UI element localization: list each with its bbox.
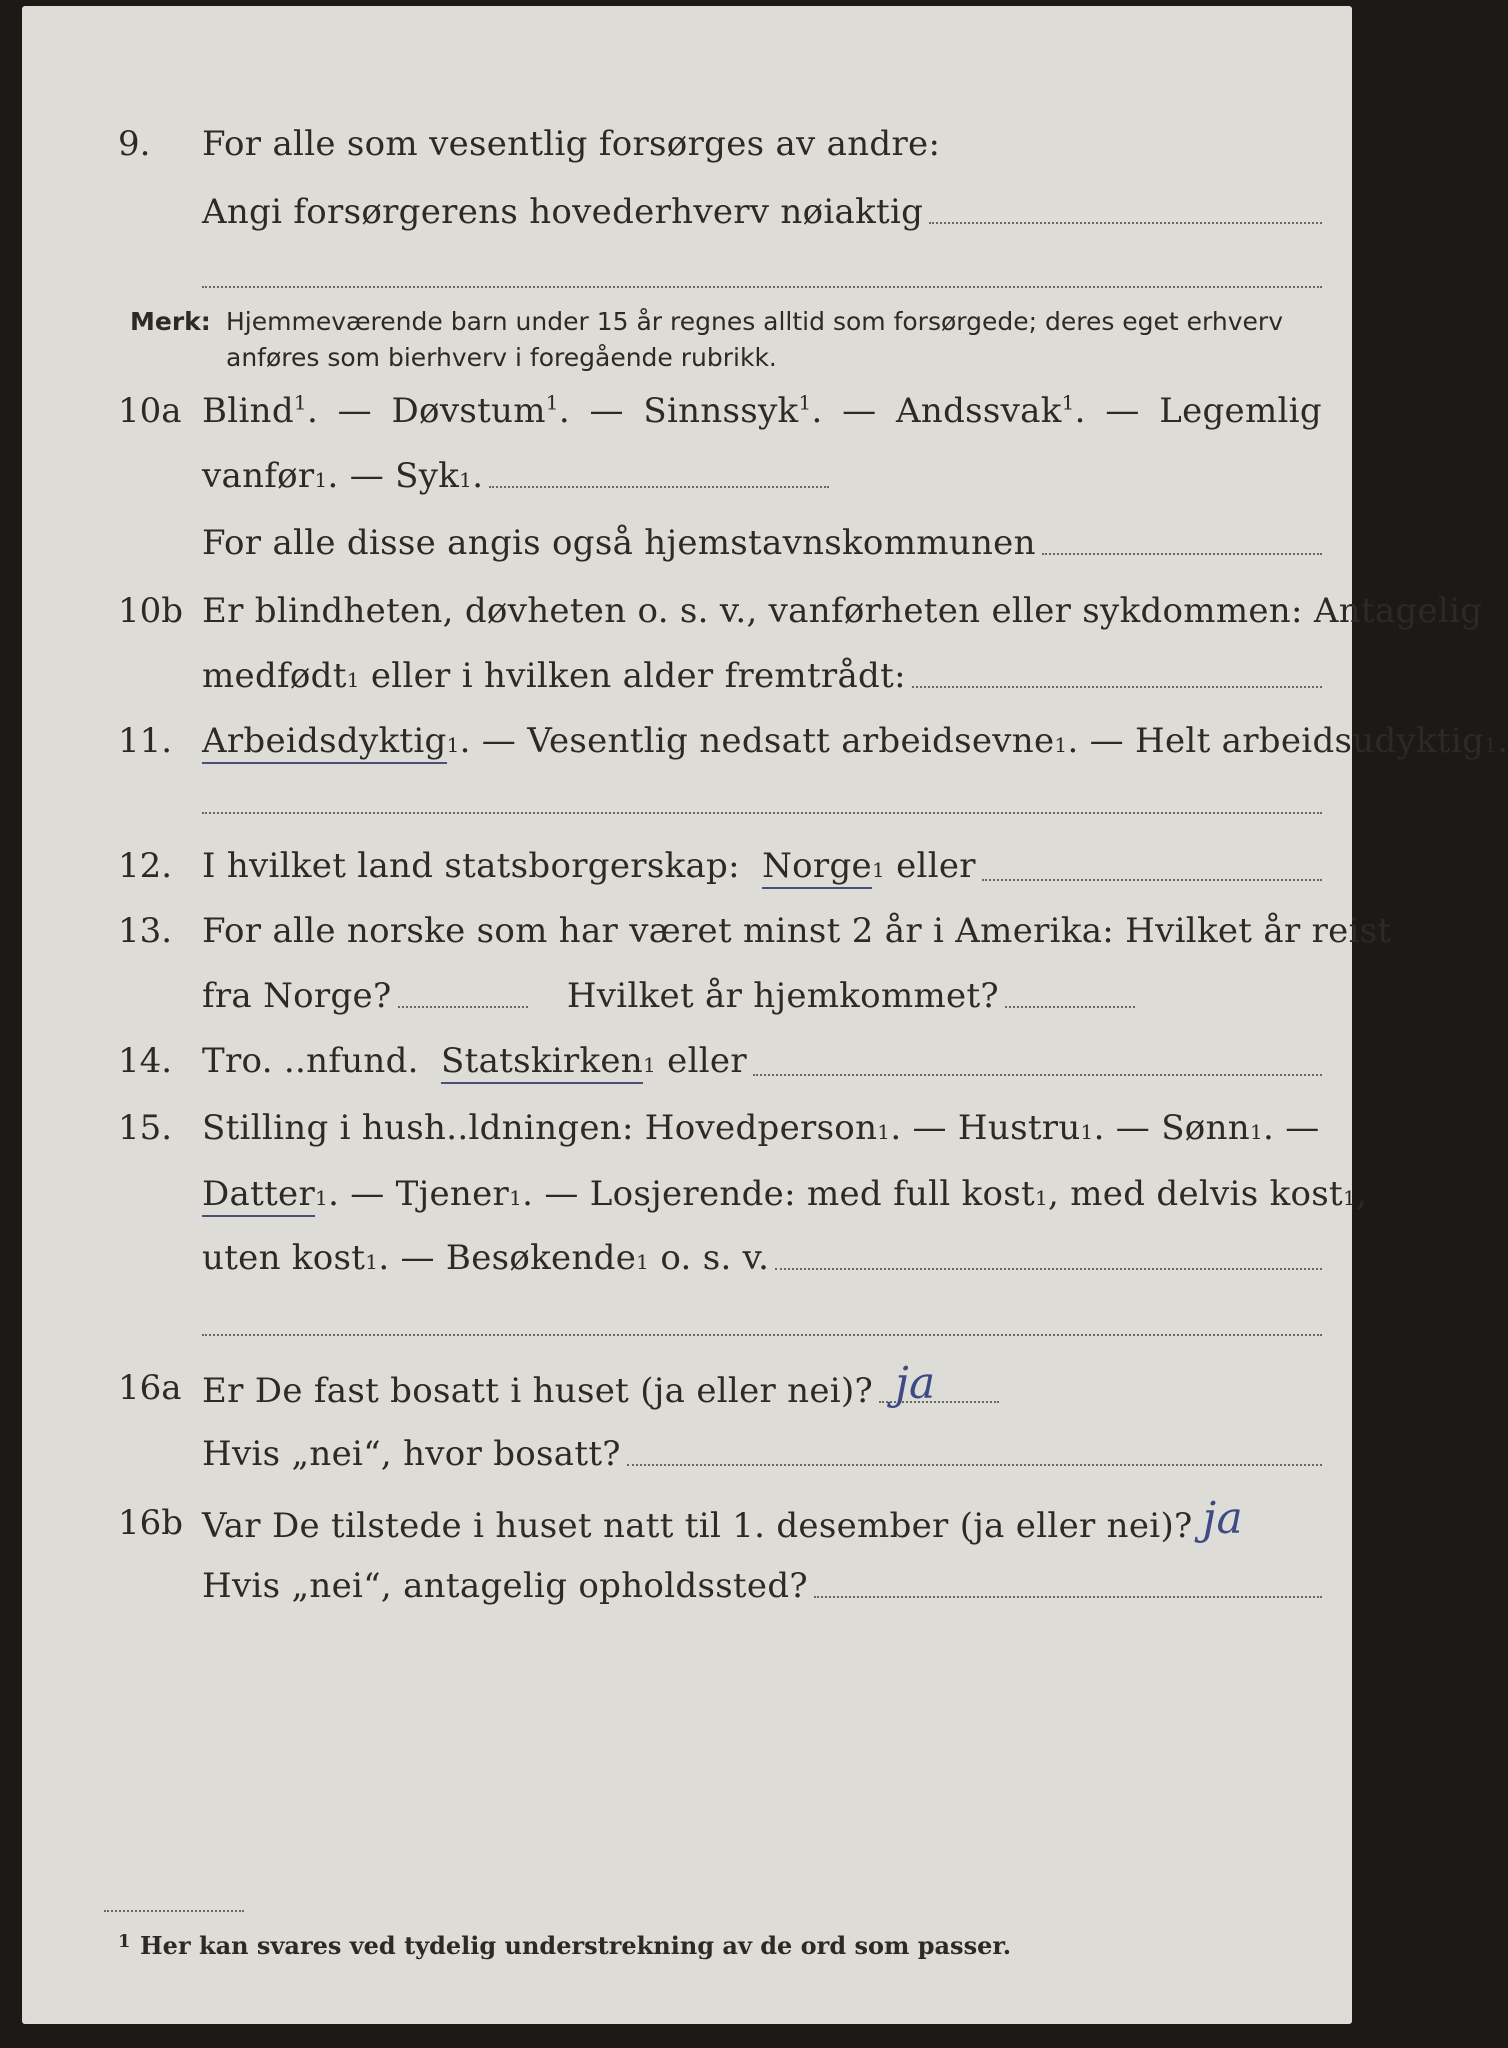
answer-line-q12[interactable]	[982, 879, 1322, 881]
q16a-line1	[202, 1358, 936, 1411]
q15-line3: uten kost 1 . — Besøkende 1 o. s. v.	[202, 1238, 1322, 1278]
opt-delvis-kost[interactable]: , med delvis kost	[1048, 1174, 1343, 1214]
opt-syk[interactable]: Syk	[395, 456, 460, 496]
opt-hustru[interactable]: . — Hustru	[890, 1108, 1081, 1148]
opt-tjener[interactable]: . — Tjener	[328, 1174, 510, 1214]
answer-line-reist[interactable]	[398, 1006, 528, 1008]
answer-line-q15[interactable]	[775, 1268, 1322, 1270]
q11-line1: Arbeidsdyktig 1 . — Vesentlig nedsatt arbeidsevne 1 . — Helt arbeidsudyktig 1 .	[202, 721, 1508, 764]
item-number-10a: 10a	[118, 391, 182, 431]
q16b-line1	[202, 1493, 1244, 1546]
item-number-11: 11.	[118, 721, 173, 761]
merk-label: Merk:	[130, 307, 211, 336]
footnote-text: Her kan svares ved tydelig understrekning av de ord som passer.	[140, 1931, 1012, 1960]
item-number-13: 13.	[118, 911, 173, 951]
q16a-line2	[202, 1434, 1322, 1474]
q10b-text2: eller i hvilken alder fremtrådt:	[370, 656, 906, 696]
q15-osv: o. s. v.	[660, 1238, 770, 1278]
opt-legemlig[interactable]: Legemlig	[1159, 391, 1322, 431]
opt-vesentlig-nedsatt[interactable]: . — Vesentlig nedsatt arbeidsevne	[459, 721, 1055, 761]
opt-sonn[interactable]: . — Sønn	[1093, 1108, 1250, 1148]
q15-line2: Datter 1 . — Tjener 1 . — Losjerende: med full kost 1 , med delvis kost 1 ,	[202, 1174, 1367, 1217]
opt-andssvak[interactable]: Andssvak	[896, 391, 1062, 431]
answer-line-hjemkommet[interactable]	[1005, 1006, 1135, 1008]
opt-vanfor[interactable]: vanfør	[202, 456, 315, 496]
q10a-text3: For alle disse angis også hjemstavnskommunen	[202, 523, 1036, 563]
opt-arbeidsdyktig-underlined[interactable]: Arbeidsdyktig	[202, 721, 447, 764]
q10b-text1: Er blindheten, døvheten o. s. v., vanførheten eller sykdommen: Antagelig	[202, 591, 1483, 631]
q16b-text2: Hvis „nei“, antagelig opholdssted?	[202, 1566, 808, 1606]
q13-line1	[202, 911, 1391, 951]
q13-fra-norge: fra Norge?	[202, 976, 392, 1016]
q16a-text1: Er De fast bosatt i huset (ja eller nei)?	[202, 1371, 874, 1411]
q15-line1: Stilling i hush..ldningen: Hovedperson 1 . — Hustru 1 . — Sønn 1 . —	[202, 1108, 1320, 1148]
answer-line-q14[interactable]	[753, 1074, 1322, 1076]
opt-helt-arbeidsudyktig[interactable]: . — Helt arbeidsudyktig	[1067, 721, 1485, 761]
opt-full-kost[interactable]: . — Losjerende: med full kost	[522, 1174, 1035, 1214]
merk-line2: anføres som bierhverv i foregående rubrikk.	[226, 343, 777, 372]
q12-eller: eller	[896, 846, 976, 886]
item-number-12: 12.	[118, 846, 173, 886]
opt-besokende[interactable]: . — Besøkende	[378, 1238, 637, 1278]
handwritten-answer-q16b: ja	[1202, 1493, 1244, 1544]
q10a-line2: vanfør 1 . — Syk 1 .	[202, 456, 835, 496]
q16b-text1: Var De tilstede i huset natt til 1. desember (ja eller nei)?	[202, 1506, 1193, 1546]
item-number-16b: 16b	[118, 1503, 184, 1543]
opt-sinnssyk[interactable]: Sinnssyk	[643, 391, 799, 431]
answer-line-q9[interactable]	[929, 222, 1322, 224]
q10b-line2: medfødt 1 eller i hvilken alder fremtrådt:	[202, 656, 1322, 696]
handwritten-answer-q16a: ja	[895, 1358, 936, 1409]
answer-line-q9-extra[interactable]	[202, 286, 1322, 288]
form-page	[22, 6, 1508, 2024]
opt-blind[interactable]: Blind	[202, 391, 294, 431]
answer-line-q16a-bosatt[interactable]	[627, 1464, 1322, 1466]
q16b-line2	[202, 1566, 1322, 1606]
item-number-16a: 16a	[118, 1368, 182, 1408]
answer-line-q11[interactable]	[202, 812, 1322, 814]
footnote-separator	[104, 1910, 244, 1912]
q9-line1	[202, 124, 940, 164]
q13-line2	[202, 976, 1141, 1016]
answer-line-hjemstavn[interactable]	[1042, 553, 1322, 555]
opt-dovstum[interactable]: Døvstum	[391, 391, 546, 431]
q9-text1: For alle som vesentlig forsørges av andre:	[202, 124, 941, 164]
q16a-text2: Hvis „nei“, hvor bosatt?	[202, 1434, 621, 1474]
q10a-line3	[202, 523, 1322, 563]
q14-line: Tro. ..nfund. Statskirken 1 eller	[202, 1041, 1322, 1084]
item-number-14: 14.	[118, 1041, 173, 1081]
q12-line: I hvilket land statsborgerskap: Norge 1 eller	[202, 846, 1322, 889]
q12-text: I hvilket land statsborgerskap:	[202, 846, 740, 886]
opt-datter-underlined[interactable]: Datter	[202, 1174, 315, 1217]
opt-hovedperson[interactable]: Stilling i hush..ldningen: Hovedperson	[202, 1108, 878, 1148]
item-number-10b: 10b	[118, 591, 184, 631]
answer-line-q10b[interactable]	[912, 686, 1322, 688]
q14-text: Tro. ..nfund.	[202, 1041, 419, 1081]
item-number-15: 15.	[118, 1108, 173, 1148]
item-number-9: 9.	[118, 124, 151, 164]
answer-line-q16b[interactable]	[814, 1596, 1322, 1598]
footnote-mark: 1	[118, 1931, 131, 1952]
q13-hjemkommet: Hvilket år hjemkommet?	[566, 976, 999, 1016]
opt-uten-kost[interactable]: uten kost	[202, 1238, 366, 1278]
q10b-line1	[202, 591, 1482, 631]
opt-statskirken-underlined[interactable]: Statskirken	[441, 1041, 643, 1084]
answer-line-q15-extra[interactable]	[202, 1334, 1322, 1336]
q10a-line1: Blind$^1$. — Døvstum$^1$. — Sinnssyk$^1$. — Andssvak$^1$. — Legemlig	[202, 390, 1322, 431]
q14-eller: eller	[667, 1041, 747, 1081]
answer-line-q10a-syk[interactable]	[489, 486, 829, 488]
merk-line1: Hjemmeværende barn under 15 år regnes alltid som forsørgede; deres eget erhverv	[226, 307, 1283, 336]
q9-text2: Angi forsørgerens hovederhverv nøiaktig	[202, 192, 924, 232]
opt-norge-underlined[interactable]: Norge	[762, 846, 872, 889]
opt-medfodt[interactable]: medfødt	[202, 656, 347, 696]
q13-text1: For alle norske som har været minst 2 år i Amerika: Hvilket år reist	[202, 911, 1392, 951]
q9-line2	[202, 192, 1322, 232]
